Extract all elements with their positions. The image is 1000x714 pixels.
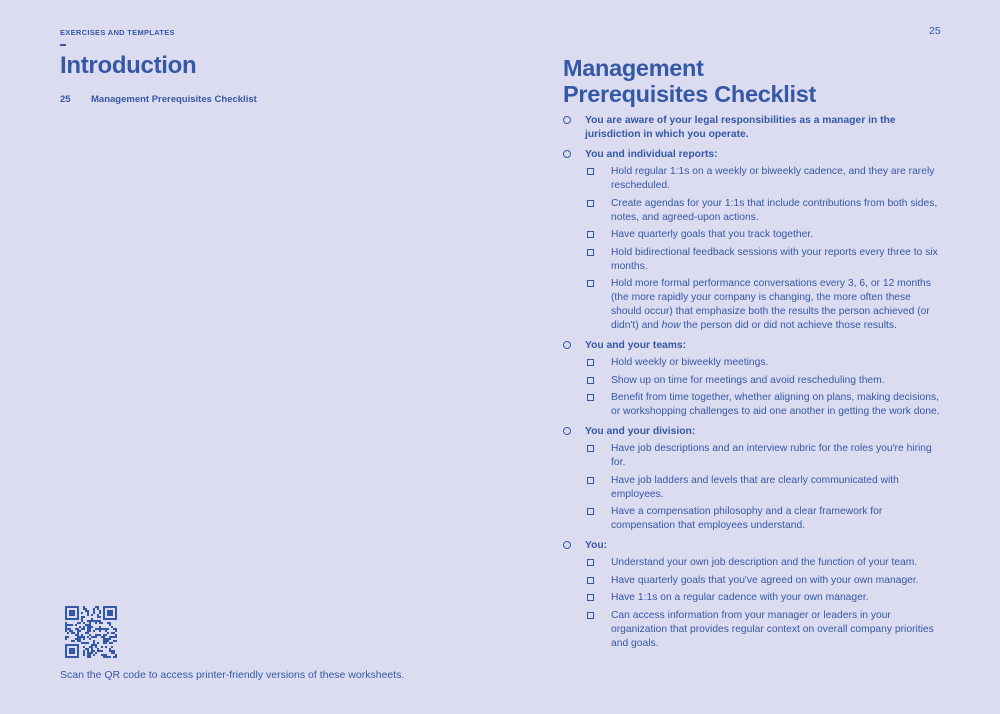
title-dash [60,44,66,46]
checklist-item [587,374,943,388]
square-checkbox-icon[interactable] [587,280,594,287]
square-checkbox-icon[interactable] [587,359,594,366]
square-checkbox-icon[interactable] [587,577,594,584]
checklist-item [587,228,943,242]
item-text: Hold regular 1:1s on a weekly or biweekly cadence, and they are rarely rescheduled. [611,166,935,191]
checklist-category [563,148,943,333]
category-label: You: [585,540,608,551]
qr-caption: Scan the QR code to access printer-friendly versions of these worksheets. [60,669,405,681]
square-checkbox-icon[interactable] [587,594,594,601]
item-text: Show up on time for meetings and avoid rescheduling them. [611,374,885,386]
checklist-item [587,391,943,419]
item-text-italic: how [661,320,681,331]
item-text [611,278,931,331]
checklist-item [587,356,943,370]
item-text: Can access information from your manager or leaders in your organization that provides regular context on overall company priorities and goals. [611,609,934,649]
category-label: You and individual reports: [585,149,718,160]
circle-checkbox-icon[interactable] [563,541,571,549]
right-page [500,0,1000,714]
square-checkbox-icon[interactable] [587,559,594,566]
circle-checkbox-icon[interactable] [563,341,571,349]
checklist-item [587,609,943,651]
item-text-after: the person did or did not achieve those results. [680,320,897,331]
circle-checkbox-icon[interactable] [563,150,571,158]
checklist-category [563,114,943,142]
checklist-title-line2: Prerequisites Checklist [563,81,817,107]
checklist-item [587,165,943,193]
square-checkbox-icon[interactable] [587,249,594,256]
square-checkbox-icon[interactable] [587,477,594,484]
checklist-item [587,246,943,274]
square-checkbox-icon[interactable] [587,231,594,238]
checklist-item [587,197,943,225]
item-text: Create agendas for your 1:1s that include contributions from both sides, notes, and agreed-upon actions. [611,197,938,223]
qr-code-icon [65,606,117,658]
checklist-item [587,474,943,502]
item-text: Understand your own job description and the function of your team. [611,557,918,568]
square-checkbox-icon[interactable] [587,377,594,384]
item-text: Have quarterly goals that you track together. [611,229,814,240]
checklist-category [563,539,943,651]
category-label: You are aware of your legal responsibilities as a manager in the jurisdiction in which you operate. [585,115,896,140]
square-checkbox-icon[interactable] [587,508,594,515]
circle-checkbox-icon[interactable] [563,116,571,124]
square-checkbox-icon[interactable] [587,612,594,619]
item-text: Benefit from time together, whether aligning on plans, making decisions, or workshopping challenges to aid one another in getting the work done. [611,392,940,417]
item-text: Have 1:1s on a regular cadence with your own manager. [611,592,869,603]
checklist-item [587,556,943,570]
item-text: Have job descriptions and an interview rubric for the roles you're hiring for. [611,443,932,468]
section-label: EXERCISES AND TEMPLATES [60,28,175,37]
item-text: Have a compensation philosophy and a clear framework for compensation that employees understand. [611,506,883,531]
checklist-category [563,425,943,533]
item-text: Have job ladders and levels that are clearly communicated with employees. [611,474,899,500]
item-text: Hold weekly or biweekly meetings. [611,357,769,368]
checklist [563,114,943,657]
page-title: Introduction [60,52,197,79]
toc-label: Management Prerequisites Checklist [91,94,257,105]
checklist-title [563,55,963,107]
category-label: You and your division: [585,426,696,437]
item-text: Have quarterly goals that you've agreed on with your own manager. [611,574,919,586]
item-text: Hold bidirectional feedback sessions with your reports every three to six months. [611,246,938,272]
category-label: You and your teams: [585,340,687,351]
circle-checkbox-icon[interactable] [563,427,571,435]
checklist-category [563,339,943,419]
toc-entry[interactable] [60,94,257,105]
page-number: 25 [929,25,941,37]
checklist-item [587,574,943,588]
square-checkbox-icon[interactable] [587,445,594,452]
toc-page-number: 25 [60,94,71,105]
square-checkbox-icon[interactable] [587,200,594,207]
square-checkbox-icon[interactable] [587,394,594,401]
square-checkbox-icon[interactable] [587,168,594,175]
checklist-item [587,505,943,533]
checklist-item [587,277,943,333]
checklist-item [587,442,943,470]
item-text-before: Hold more formal performance conversations every 3, 6, or 12 months (the more rapidly your company is changing, the more often these should occur) that emphasize both the results the person achieved (or didn't) and [611,278,931,331]
checklist-title-line1: Management [563,55,704,81]
checklist-item [587,591,943,605]
